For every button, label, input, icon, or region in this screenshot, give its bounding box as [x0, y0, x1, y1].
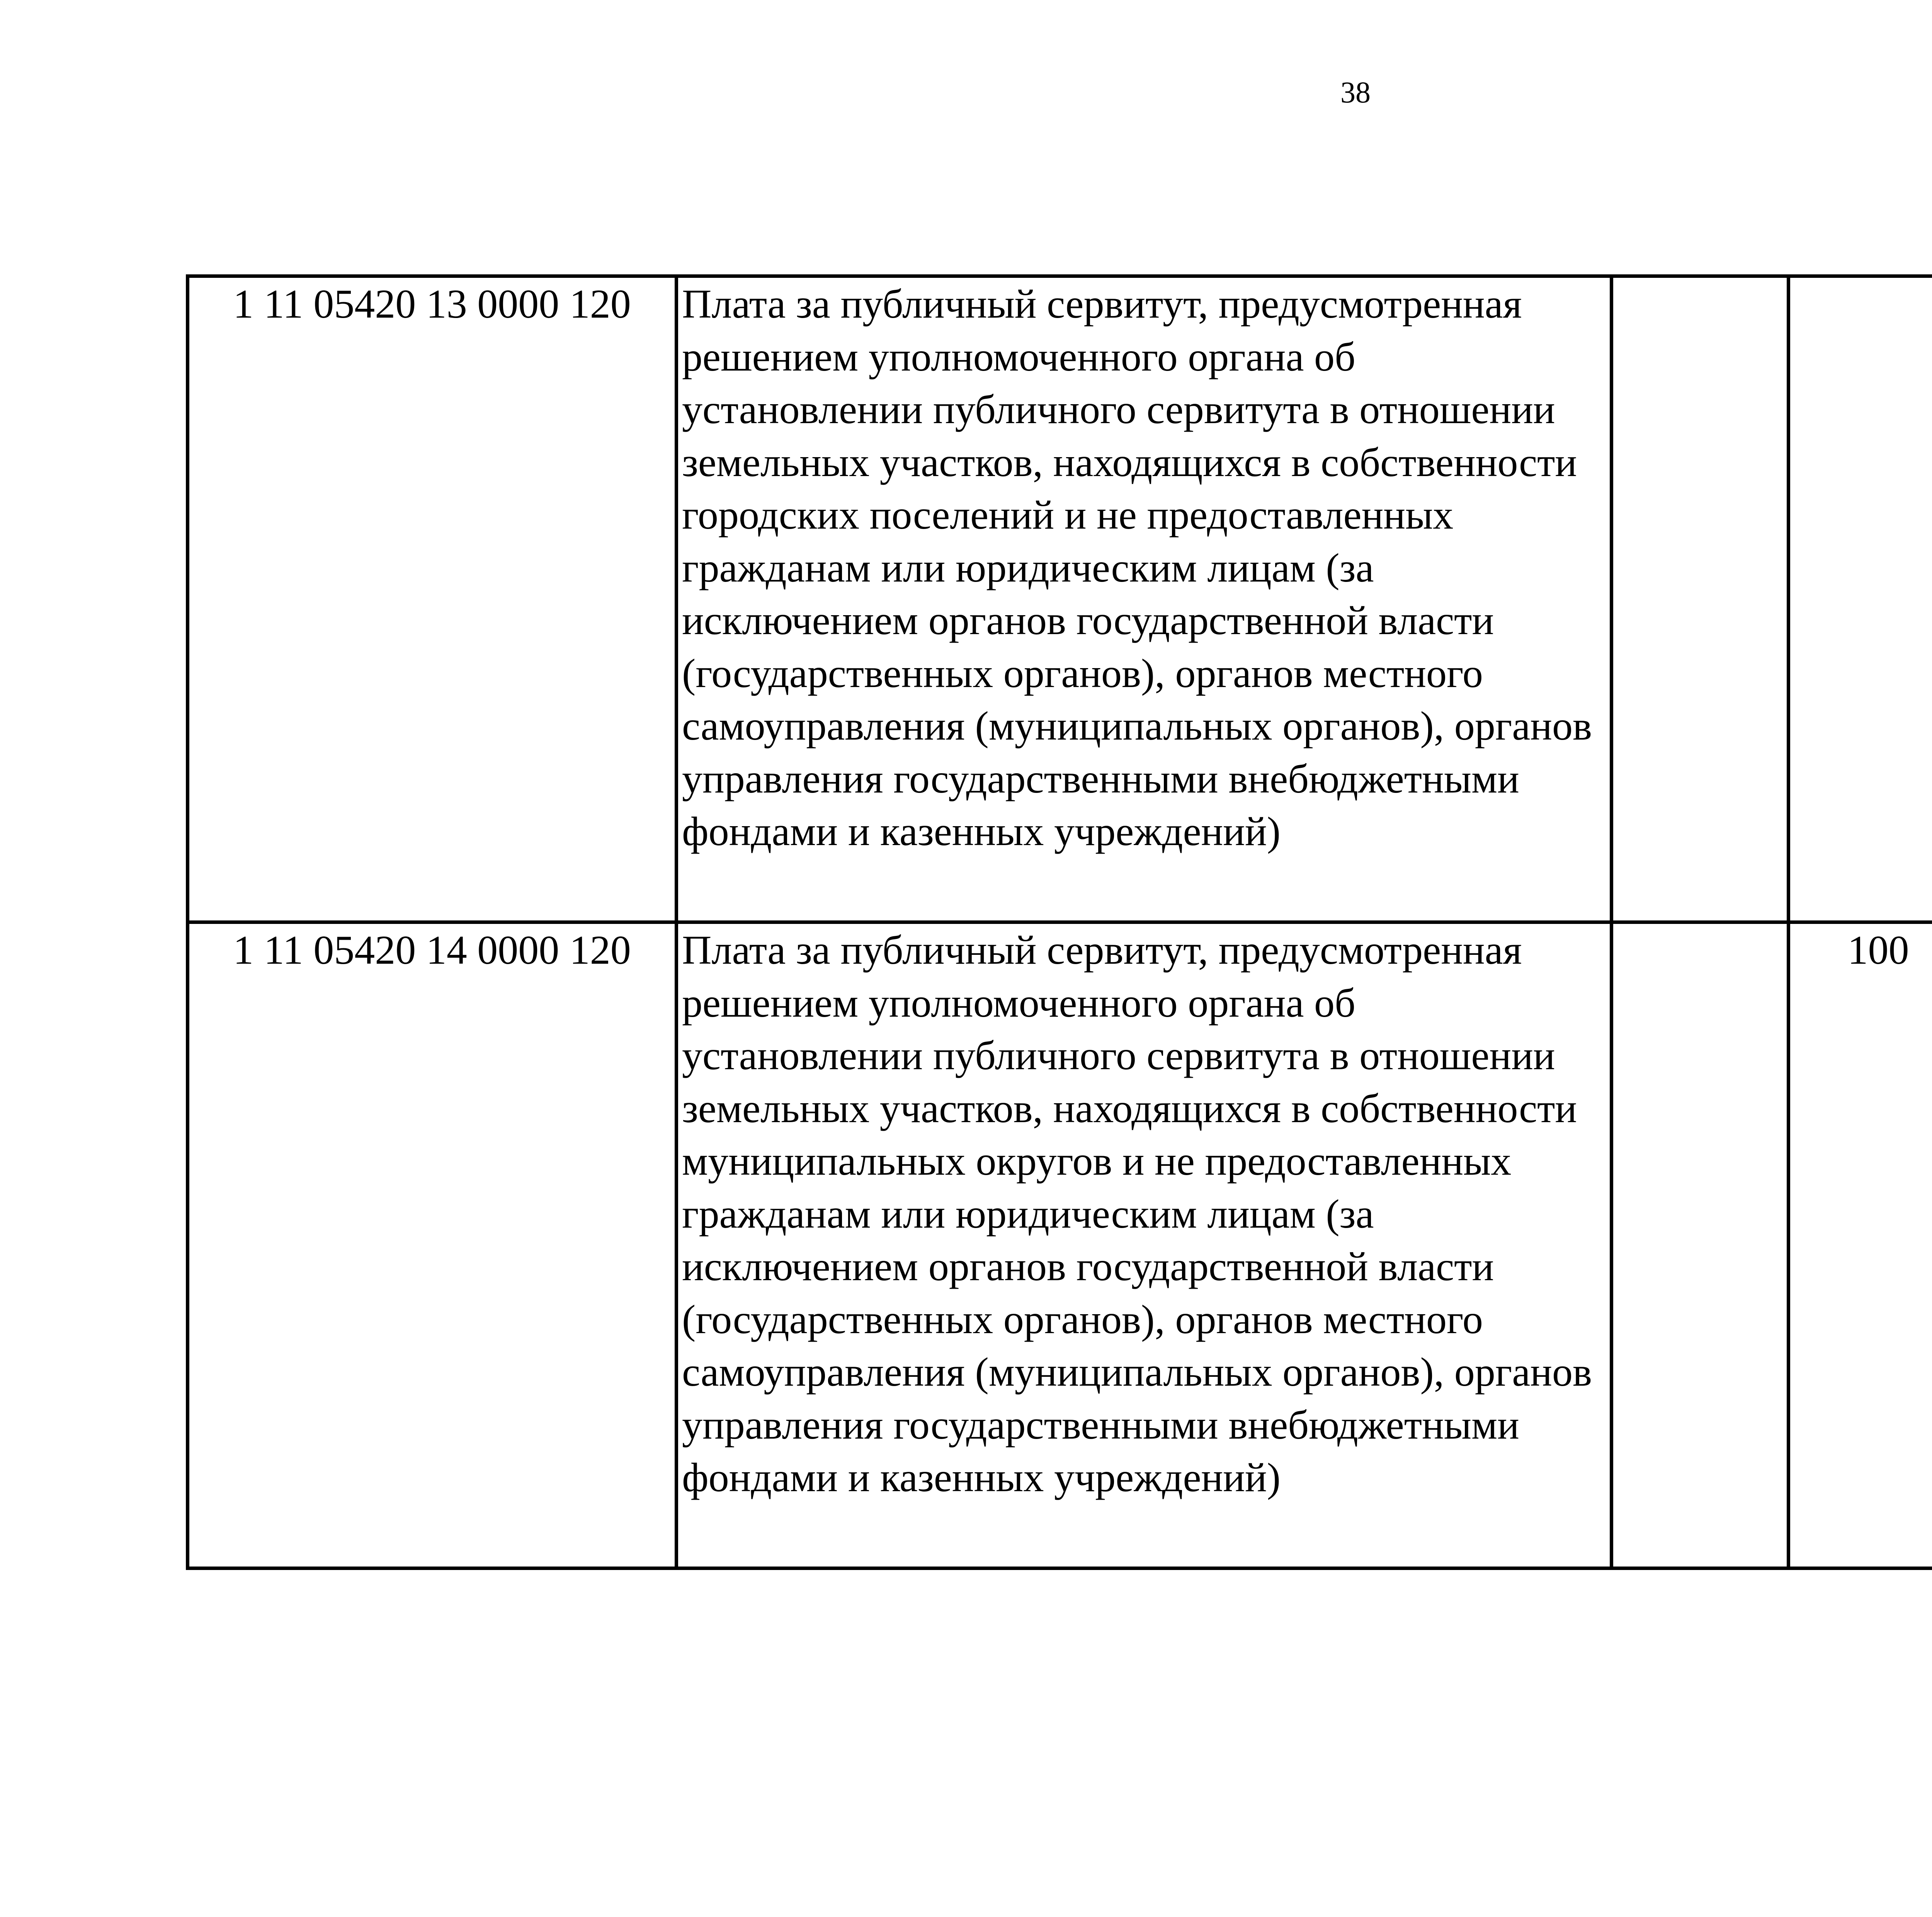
share-cell — [1612, 276, 1789, 922]
budget-classification-code: 1 11 05420 13 0000 120 — [188, 276, 677, 922]
revenue-distribution-table — [186, 274, 1932, 1570]
revenue-description: Плата за публичный сервитут, предусмотренная решением уполномоченного органа об установлении публичного сервитута в отношении земельных участков, находящихся в собственности муниципальных округов и не предоставленных гражданам или юридическим лицам (за исключением органов государственной власти (государственных органов), органов местного самоуправления (муниципальных органов), органов управления государственными внебюджетными фондами и казенных учреждений) — [677, 922, 1612, 1568]
table-row — [188, 276, 1932, 922]
share-cell — [1612, 922, 1789, 1568]
share-cell — [1789, 276, 1932, 922]
budget-classification-code: 1 11 05420 14 0000 120 — [188, 922, 677, 1568]
table-row — [188, 922, 1932, 1568]
page-number: 38 — [1340, 75, 1371, 109]
revenue-description: Плата за публичный сервитут, предусмотренная решением уполномоченного органа об установлении публичного сервитута в отношении земельных участков, находящихся в собственности городских поселений и не предоставленных гражданам или юридическим лицам (за исключением органов государственной власти (государственных органов), органов местного самоуправления (муниципальных органов), органов управления государственными внебюджетными фондами и казенных учреждений) — [677, 276, 1612, 922]
share-cell: 100 — [1789, 922, 1932, 1568]
